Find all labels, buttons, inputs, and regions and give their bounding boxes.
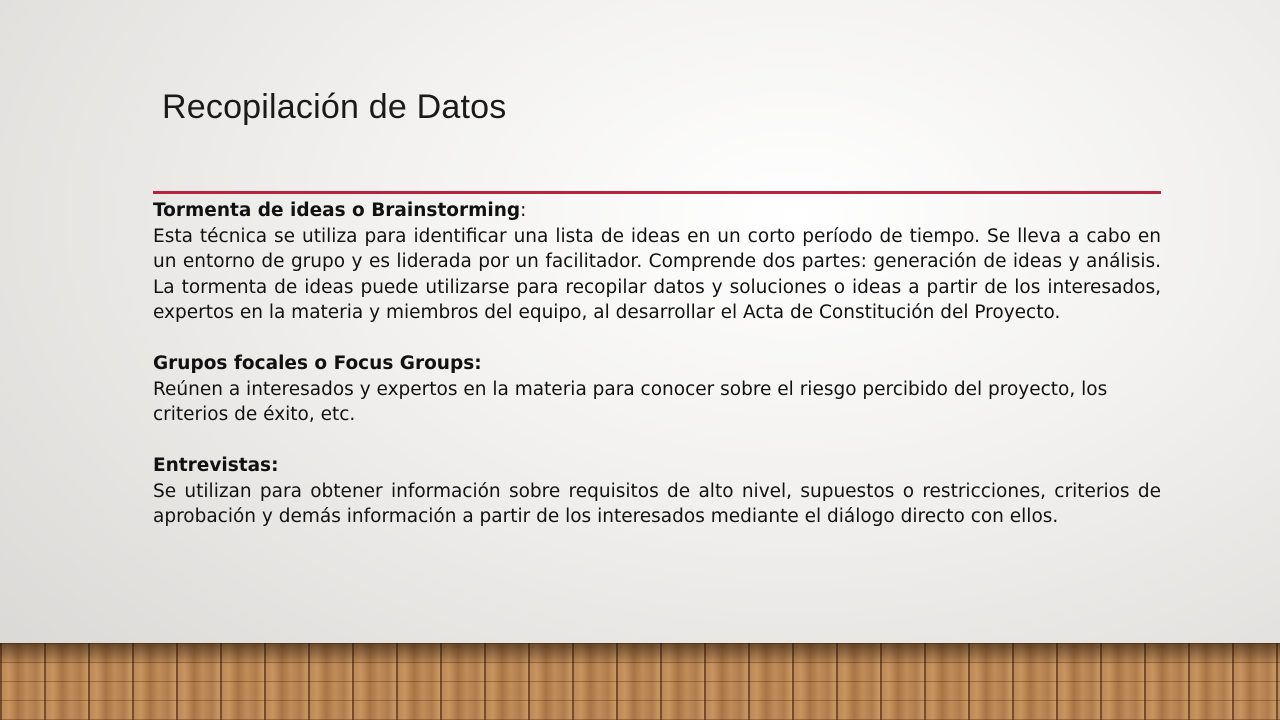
section-heading: Tormenta de ideas o Brainstorming xyxy=(153,200,521,221)
section-heading: Entrevistas: xyxy=(153,455,279,476)
section-interviews xyxy=(153,453,1161,530)
section-heading-line xyxy=(153,351,1161,377)
section-brainstorming xyxy=(153,198,1161,326)
title-divider xyxy=(153,191,1161,194)
section-heading-line xyxy=(153,453,1161,479)
section-heading-suffix: : xyxy=(520,200,527,221)
section-body: Esta técnica se utiliza para identificar una lista de ideas en un corto período de tiempo. Se lleva a cabo en un entorno de grupo y es liderada por un facilitador. Comprende dos partes: generación de ideas y análisis. La tormenta de ideas puede utilizarse para recopilar datos y soluciones o ideas a partir de los interesados, expertos en la materia y miembros del equipo, al desarrollar el Acta de Constitución del Proyecto. xyxy=(153,225,1161,323)
section-heading: Grupos focales o Focus Groups: xyxy=(153,353,482,374)
slide-title: Recopilación de Datos xyxy=(162,88,507,126)
section-body: Se utilizan para obtener información sobre requisitos de alto nivel, supuestos o restricciones, criterios de aprobación y demás información a partir de los interesados mediante el diálogo directo con ellos. xyxy=(153,480,1161,527)
section-heading-line xyxy=(153,198,1161,224)
section-focus-groups xyxy=(153,351,1161,428)
section-body: Reúnen a interesados y expertos en la materia para conocer sobre el riesgo percibido del proyecto, los criterios de éxito, etc. xyxy=(153,378,1108,425)
floor-shadow xyxy=(0,643,1280,665)
slide-body xyxy=(153,198,1161,555)
